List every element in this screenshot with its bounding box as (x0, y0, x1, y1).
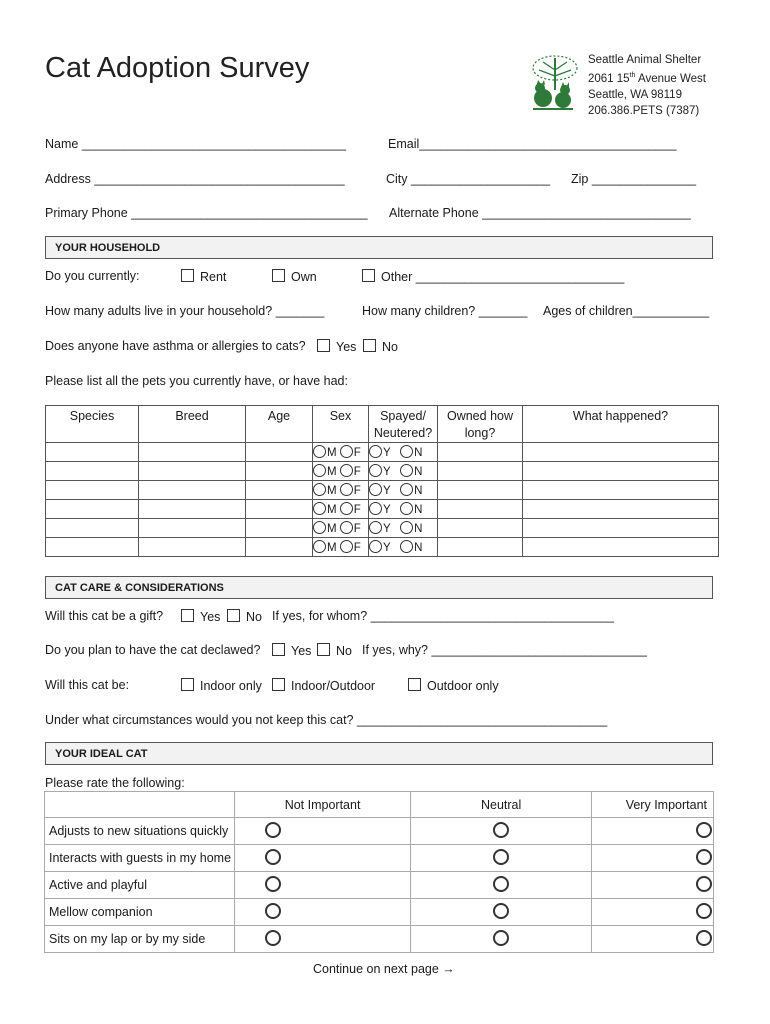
female-radio[interactable] (340, 502, 353, 515)
rating-radio[interactable] (265, 903, 281, 919)
sex-radios[interactable]: M F (313, 538, 369, 557)
female-radio[interactable] (340, 464, 353, 477)
rating-radio[interactable] (696, 903, 712, 919)
table-cell[interactable] (246, 481, 313, 500)
spayed-radios[interactable]: Y N (369, 481, 438, 500)
rating-radio[interactable] (265, 849, 281, 865)
adults-field[interactable]: How many adults live in your household? _______ (45, 304, 325, 318)
col-neutral: Neutral (411, 792, 592, 818)
table-cell[interactable] (246, 500, 313, 519)
table-cell[interactable] (46, 462, 139, 481)
female-radio[interactable] (340, 445, 353, 458)
ages-field[interactable]: Ages of children___________ (543, 304, 710, 318)
pets-question: Please list all the pets you currently have, or have had: (45, 374, 348, 388)
declaw-yes-checkbox[interactable]: Yes (272, 643, 311, 658)
allergy-yes-checkbox[interactable]: Yes (317, 339, 356, 354)
table-cell[interactable] (438, 443, 523, 462)
yes-radio[interactable] (369, 502, 382, 515)
table-row (46, 462, 719, 481)
table-cell[interactable] (246, 538, 313, 557)
table-cell[interactable] (438, 519, 523, 538)
rating-radio-cell[interactable] (592, 845, 714, 872)
rating-row (45, 926, 714, 953)
rating-row (45, 872, 714, 899)
table-cell[interactable] (139, 538, 246, 557)
no-radio[interactable] (400, 445, 413, 458)
continue-note: Continue on next page → (313, 962, 455, 976)
sex-radios[interactable]: M F (313, 481, 369, 500)
male-radio[interactable] (313, 464, 326, 477)
table-cell[interactable] (46, 481, 139, 500)
declaw-question: Do you plan to have the cat declawed? (45, 643, 261, 657)
header-species: Species (46, 406, 139, 443)
table-cell[interactable] (523, 462, 719, 481)
spayed-radios[interactable]: Y N (369, 519, 438, 538)
header-age: Age (246, 406, 313, 443)
table-cell[interactable] (139, 462, 246, 481)
table-cell[interactable] (46, 519, 139, 538)
rating-radio-cell[interactable] (592, 872, 714, 899)
table-cell[interactable] (246, 443, 313, 462)
female-radio[interactable] (340, 540, 353, 553)
rating-table (44, 791, 714, 953)
table-cell[interactable] (438, 462, 523, 481)
rating-radio-cell[interactable] (234, 926, 410, 953)
rating-row (45, 845, 714, 872)
sex-radios[interactable]: M F (313, 443, 369, 462)
allergy-question: Does anyone have asthma or allergies to cats? (45, 339, 306, 353)
org-name: Seattle Animal Shelter (588, 54, 702, 66)
spayed-radios[interactable]: Y N (369, 443, 438, 462)
male-radio[interactable] (313, 502, 326, 515)
female-radio[interactable] (340, 521, 353, 534)
rating-radio[interactable] (493, 903, 509, 919)
cat-be-question: Will this cat be: (45, 678, 130, 692)
no-radio[interactable] (400, 502, 413, 515)
rating-radio[interactable] (493, 849, 509, 865)
rating-row (45, 899, 714, 926)
city-field[interactable]: City ____________________ (386, 172, 551, 186)
table-cell[interactable] (139, 443, 246, 462)
indoor-outdoor-checkbox[interactable]: Indoor/Outdoor (272, 678, 375, 693)
rating-label: Mellow companion (45, 899, 235, 926)
table-cell[interactable] (46, 538, 139, 557)
zip-field[interactable]: Zip _______________ (571, 172, 697, 186)
gift-yes-checkbox[interactable]: Yes (181, 609, 220, 624)
table-row (46, 500, 719, 519)
rating-radio-cell[interactable] (234, 872, 410, 899)
household-heading: YOUR HOUSEHOLD (45, 236, 713, 259)
own-checkbox[interactable]: Own (272, 269, 317, 284)
rating-radio-cell[interactable] (411, 899, 592, 926)
table-cell[interactable] (246, 462, 313, 481)
rating-radio-cell[interactable] (411, 818, 592, 845)
yes-radio[interactable] (369, 483, 382, 496)
spayed-radios[interactable]: Y N (369, 538, 438, 557)
no-radio[interactable] (400, 540, 413, 553)
rating-radio-cell[interactable] (411, 872, 592, 899)
no-radio[interactable] (400, 483, 413, 496)
page-title: Cat Adoption Survey (45, 52, 310, 84)
no-radio[interactable] (400, 464, 413, 477)
female-radio[interactable] (340, 483, 353, 496)
header-what-happened: What happened? (523, 406, 719, 443)
rate-prompt: Please rate the following: (45, 776, 185, 790)
gift-whom-field[interactable]: If yes, for whom? ___________________________________ (272, 609, 614, 623)
email-field[interactable]: Email_____________________________________ (388, 137, 677, 151)
rating-radio-cell[interactable] (411, 845, 592, 872)
table-cell[interactable] (139, 519, 246, 538)
rating-radio-cell[interactable] (234, 818, 410, 845)
pets-table (45, 405, 719, 557)
rating-label: Sits on my lap or by my side (45, 926, 235, 953)
table-cell[interactable] (46, 443, 139, 462)
table-cell[interactable] (139, 481, 246, 500)
col-very-important: Very Important (592, 792, 714, 818)
table-row (46, 481, 719, 500)
col-not-important: Not Important (234, 792, 410, 818)
address-field[interactable]: Address ____________________________________ (45, 172, 345, 186)
sex-radios[interactable]: M F (313, 519, 369, 538)
rating-radio[interactable] (696, 930, 712, 946)
street: 2061 15th Avenue West (588, 72, 706, 85)
sex-radios[interactable]: M F (313, 500, 369, 519)
phone-line: 206.386.PETS (7387) (588, 104, 700, 117)
table-cell[interactable] (523, 443, 719, 462)
rating-radio[interactable] (493, 930, 509, 946)
rating-radio-cell[interactable] (592, 926, 714, 953)
children-field[interactable]: How many children? _______ (362, 304, 528, 318)
table-cell[interactable] (523, 538, 719, 557)
allergy-no-checkbox[interactable]: No (363, 339, 398, 354)
male-radio[interactable] (313, 445, 326, 458)
header-breed: Breed (139, 406, 246, 443)
declaw-why-field[interactable]: If yes, why? _______________________________ (362, 643, 647, 657)
city-line: Seattle, WA 98119 (588, 88, 682, 101)
care-heading: CAT CARE & CONSIDERATIONS (45, 576, 713, 599)
name-field[interactable]: Name ______________________________________ (45, 137, 346, 151)
table-cell[interactable] (523, 519, 719, 538)
header-spayed: Spayed/ Neutered? (369, 406, 438, 443)
rating-radio-cell[interactable] (592, 818, 714, 845)
table-cell[interactable] (438, 538, 523, 557)
table-row (46, 538, 719, 557)
rating-radio[interactable] (265, 822, 281, 838)
table-cell[interactable] (438, 500, 523, 519)
shelter-logo (525, 50, 581, 114)
table-cell[interactable] (139, 500, 246, 519)
rating-label: Interacts with guests in my home (45, 845, 235, 872)
rent-checkbox[interactable]: Rent (181, 269, 226, 284)
rating-radio-cell[interactable] (592, 899, 714, 926)
yes-radio[interactable] (369, 521, 382, 534)
rating-radio-cell[interactable] (234, 845, 410, 872)
rating-row (45, 818, 714, 845)
spayed-radios[interactable]: Y N (369, 500, 438, 519)
rating-radio[interactable] (696, 849, 712, 865)
shelter-address (588, 52, 706, 119)
declaw-no-checkbox[interactable]: No (317, 643, 352, 658)
rating-label: Adjusts to new situations quickly (45, 818, 235, 845)
gift-question: Will this cat be a gift? (45, 609, 164, 623)
header-owned: Owned how long? (438, 406, 523, 443)
rating-label: Active and playful (45, 872, 235, 899)
alternate-phone-field[interactable]: Alternate Phone ______________________________ (389, 206, 691, 220)
rating-radio-cell[interactable] (234, 899, 410, 926)
rating-radio[interactable] (696, 822, 712, 838)
outdoor-checkbox[interactable]: Outdoor only (408, 678, 499, 693)
table-cell[interactable] (523, 481, 719, 500)
indoor-checkbox[interactable]: Indoor only (181, 678, 262, 693)
rating-radio[interactable] (493, 876, 509, 892)
table-row (46, 519, 719, 538)
table-cell[interactable] (438, 481, 523, 500)
keep-field[interactable]: Under what circumstances would you not keep this cat? ____________________________________ (45, 713, 608, 727)
rating-radio[interactable] (265, 930, 281, 946)
rating-radio[interactable] (493, 822, 509, 838)
primary-phone-field[interactable]: Primary Phone __________________________________ (45, 206, 368, 220)
male-radio[interactable] (313, 540, 326, 553)
sex-radios[interactable]: M F (313, 462, 369, 481)
other-checkbox[interactable]: Other ______________________________ (362, 269, 624, 284)
spayed-radios[interactable]: Y N (369, 462, 438, 481)
rating-radio[interactable] (265, 876, 281, 892)
male-radio[interactable] (313, 483, 326, 496)
yes-radio[interactable] (369, 464, 382, 477)
yes-radio[interactable] (369, 445, 382, 458)
table-cell[interactable] (46, 500, 139, 519)
table-row (46, 443, 719, 462)
ideal-heading: YOUR IDEAL CAT (45, 742, 713, 765)
yes-radio[interactable] (369, 540, 382, 553)
table-cell[interactable] (523, 500, 719, 519)
currently-question: Do you currently: (45, 269, 140, 283)
gift-no-checkbox[interactable]: No (227, 609, 262, 624)
male-radio[interactable] (313, 521, 326, 534)
no-radio[interactable] (400, 521, 413, 534)
rating-radio-cell[interactable] (411, 926, 592, 953)
rating-radio[interactable] (696, 876, 712, 892)
table-cell[interactable] (246, 519, 313, 538)
header-sex: Sex (313, 406, 369, 443)
